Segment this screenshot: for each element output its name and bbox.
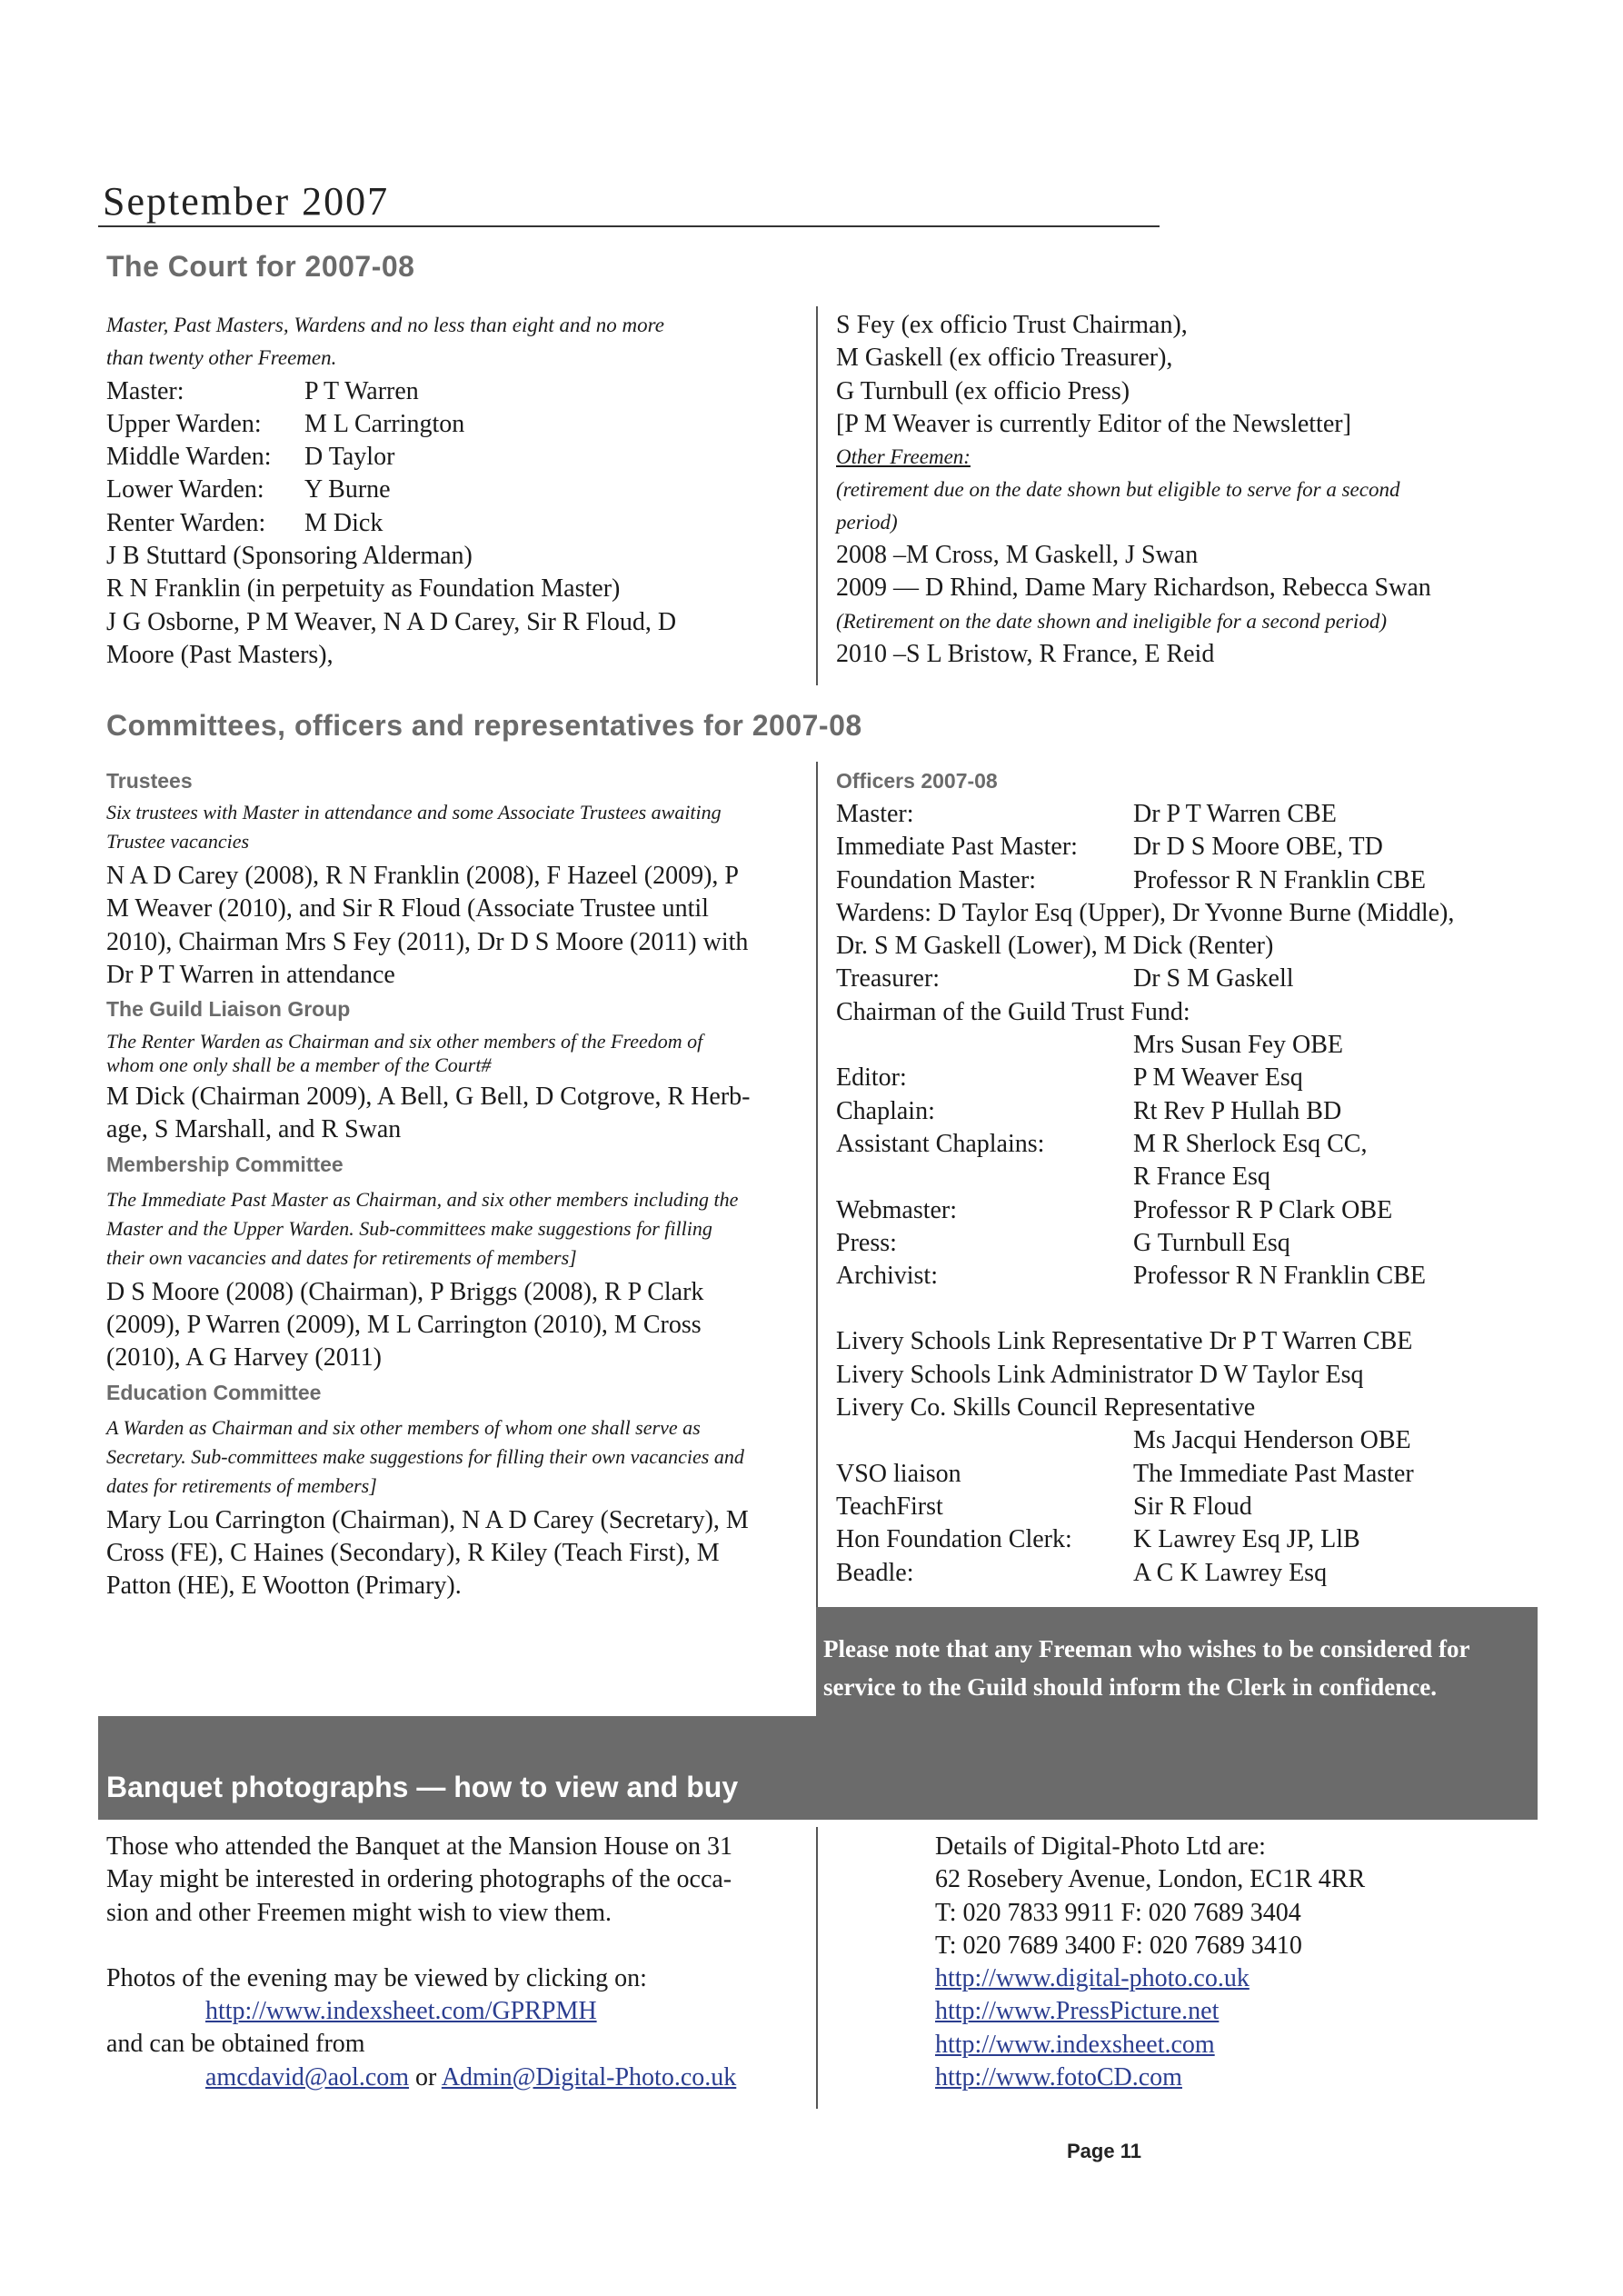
retirement-note: period) bbox=[836, 511, 898, 534]
trustees-line: M Weaver (2010), and Sir R Floud (Associate Trustee until bbox=[106, 894, 709, 923]
role-label: Middle Warden: bbox=[106, 443, 272, 472]
officer-name: Professor R N Franklin CBE bbox=[1133, 1262, 1426, 1291]
link-presspicture[interactable]: http://www.PressPicture.net bbox=[935, 1997, 1220, 2026]
court-section-title: The Court for 2007-08 bbox=[106, 250, 415, 283]
liaison-note: whom one only shall be a member of the Court# bbox=[106, 1053, 492, 1077]
livery-link-representative: Livery Schools Link Representative Dr P T Warren CBE bbox=[836, 1327, 1413, 1356]
court-text-line: [P M Weaver is currently Editor of the Newsletter] bbox=[836, 409, 1351, 438]
court-intro-line: than twenty other Freemen. bbox=[106, 346, 337, 370]
obtain-line: and can be obtained from bbox=[106, 2030, 365, 2059]
role-label: Master: bbox=[106, 376, 184, 405]
skills-council-label: Livery Co. Skills Council Representative bbox=[836, 1393, 1256, 1423]
court-text-line: Moore (Past Masters), bbox=[106, 640, 334, 669]
education-title: Education Committee bbox=[106, 1380, 322, 1404]
court-text-line: R N Franklin (in perpetuity as Foundation Master) bbox=[106, 574, 621, 604]
address-line: 62 Rosebery Avenue, London, EC1R 4RR bbox=[935, 1865, 1366, 1894]
officer-name: P M Weaver Esq bbox=[1133, 1063, 1303, 1093]
role-name: M L Carrington bbox=[304, 409, 465, 438]
officer-name: M R Sherlock Esq CC, bbox=[1133, 1129, 1368, 1158]
membership-note: their own vacancies and dates for retirements of members] bbox=[106, 1245, 577, 1269]
role-label: Renter Warden: bbox=[106, 508, 266, 537]
officer-role: Assistant Chaplains: bbox=[836, 1129, 1045, 1158]
liaison-title: The Guild Liaison Group bbox=[106, 997, 351, 1022]
trustees-title: Trustees bbox=[106, 769, 193, 793]
court-right-column bbox=[836, 309, 1431, 671]
officer-row bbox=[836, 1523, 1454, 1556]
link-indexsheet[interactable]: http://www.indexsheet.com bbox=[935, 2030, 1215, 2059]
officer-name: Professor R N Franklin CBE bbox=[1133, 865, 1426, 894]
trustees-line: N A D Carey (2008), R N Franklin (2008), F Hazeel (2009), P bbox=[106, 862, 740, 890]
officer-role: Foundation Master: bbox=[836, 865, 1037, 894]
court-role-row bbox=[106, 408, 676, 441]
officer-role: Chaplain: bbox=[836, 1096, 935, 1125]
livery-links-list bbox=[836, 1325, 1454, 1589]
court-role-row bbox=[106, 375, 676, 408]
officer-row bbox=[836, 1062, 1454, 1094]
trust-chair-label: Chairman of the Guild Trust Fund: bbox=[836, 997, 1190, 1026]
officer-role: VSO liaison bbox=[836, 1459, 961, 1488]
officer-role: Hon Foundation Clerk: bbox=[836, 1525, 1072, 1554]
officer-role-blank bbox=[836, 1029, 1133, 1062]
membership-line: (2009), P Warren (2009), M L Carrington (2010), M Cross bbox=[106, 1311, 702, 1340]
education-line: Cross (FE), C Haines (Secondary), R Kiley (Teach First), M bbox=[106, 1538, 720, 1567]
committees-left-column bbox=[106, 765, 806, 1669]
officer-row bbox=[836, 1491, 1454, 1523]
phone-line: T: 020 7689 3400 F: 020 7689 3410 bbox=[935, 1931, 1302, 1960]
officer-role: Webmaster: bbox=[836, 1195, 958, 1224]
committees-section-title: Committees, officers and representatives for 2007-08 bbox=[106, 709, 862, 742]
court-role-row bbox=[106, 507, 676, 540]
education-line: Patton (HE), E Wootton (Primary). bbox=[106, 1572, 462, 1601]
officer-name: Professor R P Clark OBE bbox=[1133, 1195, 1393, 1224]
header-rule bbox=[98, 225, 1160, 227]
role-label: Lower Warden: bbox=[106, 475, 264, 504]
officer-name: K Lawrey Esq JP, LlB bbox=[1133, 1525, 1360, 1554]
officer-role bbox=[836, 1161, 1133, 1193]
officer-name: Mrs Susan Fey OBE bbox=[1133, 1031, 1344, 1060]
email-link-amcdavid[interactable]: amcdavid@aol.com bbox=[205, 2062, 410, 2091]
officer-row bbox=[836, 864, 1454, 897]
officer-row bbox=[836, 1161, 1454, 1193]
officers-list bbox=[836, 798, 1454, 1293]
membership-line: D S Moore (2008) (Chairman), P Briggs (2008), R P Clark bbox=[106, 1277, 704, 1306]
court-role-row bbox=[106, 441, 676, 474]
education-note: dates for retirements of members] bbox=[106, 1473, 377, 1497]
link-fotocd[interactable]: http://www.fotoCD.com bbox=[935, 2063, 1182, 2092]
officer-name: A C K Lawrey Esq bbox=[1133, 1558, 1328, 1587]
officer-name: Dr D S Moore OBE, TD bbox=[1133, 833, 1383, 862]
retirement-note: (retirement due on the date shown but eligible to serve for a second bbox=[836, 478, 1400, 502]
officer-role: Archivist: bbox=[836, 1262, 938, 1291]
banquet-intro-line: Those who attended the Banquet at the Mansion House on 31 bbox=[106, 1832, 732, 1861]
officer-row bbox=[836, 1260, 1454, 1293]
role-label: Upper Warden: bbox=[106, 409, 262, 438]
officer-name: Dr P T Warren CBE bbox=[1133, 800, 1337, 828]
liaison-note: The Renter Warden as Chairman and six other members of the Freedom of bbox=[106, 1030, 703, 1053]
photos-line: Photos of the evening may be viewed by clicking on: bbox=[106, 1963, 647, 1992]
membership-note: The Immediate Past Master as Chairman, and six other members including the bbox=[106, 1187, 739, 1211]
court-text-line: J B Stuttard (Sponsoring Alderman) bbox=[106, 542, 473, 571]
banquet-left-column bbox=[106, 1831, 806, 2094]
banquet-section-title: Banquet photographs — how to view and buy bbox=[106, 1771, 739, 1803]
role-name: Y Burne bbox=[304, 475, 391, 504]
photos-link[interactable]: http://www.indexsheet.com/GPRPMH bbox=[205, 1997, 597, 2026]
wardens-line: Dr. S M Gaskell (Lower), M Dick (Renter) bbox=[836, 932, 1274, 961]
education-note: Secretary. Sub-committees make suggestions for filling their own vacancies and bbox=[106, 1444, 744, 1468]
officer-role: Treasurer: bbox=[836, 964, 941, 993]
officers-title: Officers 2007-08 bbox=[836, 769, 998, 793]
other-freemen-label: Other Freemen: bbox=[836, 445, 971, 469]
officer-row bbox=[836, 1424, 1454, 1457]
officers-column bbox=[836, 765, 1454, 1590]
ineligible-note: (Retirement on the date shown and ineligible for a second period) bbox=[836, 609, 1387, 633]
officer-row bbox=[836, 1458, 1454, 1491]
trustees-note: Six trustees with Master in attendance and some Associate Trustees awaiting bbox=[106, 801, 722, 824]
court-text-line: S Fey (ex officio Trust Chairman), bbox=[836, 311, 1188, 339]
officer-row bbox=[836, 1095, 1454, 1128]
education-line: Mary Lou Carrington (Chairman), N A D Carey (Secretary), M bbox=[106, 1505, 749, 1534]
membership-line: (2010), A G Harvey (2011) bbox=[106, 1343, 383, 1373]
banquet-column-divider bbox=[816, 1827, 818, 2109]
committees-column-divider bbox=[816, 762, 818, 1723]
role-name: P T Warren bbox=[304, 376, 419, 405]
officer-role: Beadle: bbox=[836, 1558, 914, 1587]
wardens-line: Wardens: D Taylor Esq (Upper), Dr Yvonne Burne (Middle), bbox=[836, 898, 1455, 927]
liaison-line: M Dick (Chairman 2009), A Bell, G Bell, D Cotgrove, R Herb- bbox=[106, 1083, 751, 1112]
officer-role: Press: bbox=[836, 1228, 897, 1257]
officer-role: Immediate Past Master: bbox=[836, 833, 1078, 862]
officer-name: Ms Jacqui Henderson OBE bbox=[1133, 1426, 1411, 1455]
gray-block-cutout bbox=[98, 1607, 816, 1716]
court-text-line: J G Osborne, P M Weaver, N A D Carey, Sir R Floud, D bbox=[106, 607, 677, 636]
role-name: M Dick bbox=[304, 508, 383, 537]
court-text-line: M Gaskell (ex officio Treasurer), bbox=[836, 344, 1173, 373]
officer-role: TeachFirst bbox=[836, 1492, 943, 1521]
officer-row bbox=[836, 1557, 1454, 1590]
officer-role: Editor: bbox=[836, 1063, 907, 1093]
court-left-column bbox=[106, 309, 676, 672]
banquet-right-column bbox=[935, 1831, 1365, 2094]
officer-row bbox=[836, 831, 1454, 863]
officer-name: Dr S M Gaskell bbox=[1133, 964, 1294, 993]
page-date-header: September 2007 bbox=[103, 179, 390, 224]
or-text: or bbox=[409, 2062, 442, 2091]
officer-name: R France Esq bbox=[1133, 1163, 1270, 1192]
trustees-note: Trustee vacancies bbox=[106, 830, 250, 853]
officer-role-blank bbox=[836, 1424, 1133, 1457]
officer-row bbox=[836, 963, 1454, 995]
officer-row bbox=[836, 1029, 1454, 1062]
officer-name: Rt Rev P Hullah BD bbox=[1133, 1096, 1342, 1125]
trustees-line: Dr P T Warren in attendance bbox=[106, 960, 395, 989]
link-digital-photo[interactable]: http://www.digital-photo.co.uk bbox=[935, 1964, 1250, 1993]
banquet-intro-line: sion and other Freemen might wish to view them. bbox=[106, 1898, 612, 1927]
freeman-notice: Please note that any Freeman who wishes to be considered for service to the Guild should inform the Clerk in confidence. bbox=[823, 1635, 1469, 1701]
email-line bbox=[106, 2061, 806, 2094]
court-role-row bbox=[106, 474, 676, 506]
officer-row bbox=[836, 798, 1454, 831]
court-text-line: G Turnbull (ex officio Press) bbox=[836, 376, 1130, 405]
page-number: Page 11 bbox=[1067, 2140, 1141, 2162]
officer-name: Sir R Floud bbox=[1133, 1492, 1252, 1521]
retirement-line: 2009 — D Rhind, Dame Mary Richardson, Rebecca Swan bbox=[836, 574, 1431, 603]
retirement-line: 2010 –S L Bristow, R France, E Reid bbox=[836, 639, 1215, 668]
education-note: A Warden as Chairman and six other members of whom one shall serve as bbox=[106, 1415, 701, 1439]
role-name: D Taylor bbox=[304, 443, 395, 472]
banquet-intro-line: May might be interested in ordering photographs of the occa- bbox=[106, 1865, 732, 1894]
court-intro-line: Master, Past Masters, Wardens and no less than eight and no more bbox=[106, 314, 664, 336]
email-link-admin[interactable]: Admin@Digital-Photo.co.uk bbox=[441, 2062, 737, 2091]
officer-name: G Turnbull Esq bbox=[1133, 1228, 1290, 1257]
phone-line: T: 020 7833 9911 F: 020 7689 3404 bbox=[935, 1898, 1301, 1927]
retirement-line: 2008 –M Cross, M Gaskell, J Swan bbox=[836, 541, 1199, 570]
officer-row bbox=[836, 1194, 1454, 1227]
details-title: Details of Digital-Photo Ltd are: bbox=[935, 1832, 1266, 1861]
livery-link-administrator: Livery Schools Link Administrator D W Taylor Esq bbox=[836, 1360, 1364, 1389]
trustees-line: 2010), Chairman Mrs S Fey (2011), Dr D S Moore (2011) with bbox=[106, 927, 749, 956]
membership-note: Master and the Upper Warden. Sub-committees make suggestions for filling bbox=[106, 1216, 712, 1240]
liaison-line: age, S Marshall, and R Swan bbox=[106, 1115, 402, 1144]
court-column-divider bbox=[816, 306, 818, 685]
officer-row bbox=[836, 1128, 1454, 1161]
officer-row bbox=[836, 1227, 1454, 1260]
officer-name: The Immediate Past Master bbox=[1133, 1459, 1414, 1488]
officer-role: Master: bbox=[836, 800, 914, 828]
membership-title: Membership Committee bbox=[106, 1152, 344, 1176]
